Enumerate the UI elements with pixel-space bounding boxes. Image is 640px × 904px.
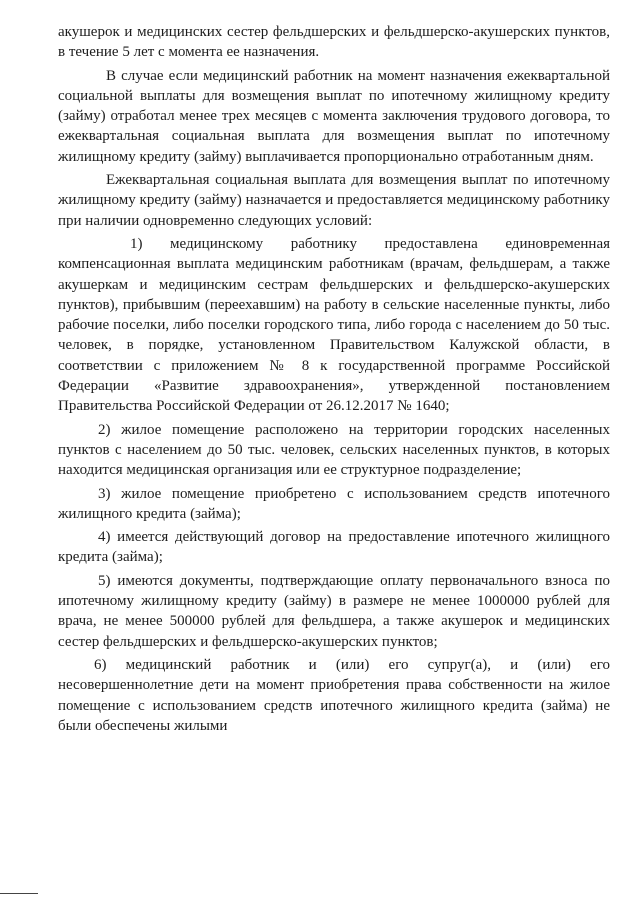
condition-item-5: 5) имеются документы, подтверждающие оплату первоначального взноса по ипотечному жилищному кредиту (займу) в размере не менее 1000000 рублей для врача, не менее 500000 рублей для фельдшера, а также акушерок и медицинских сестер фельдшерских и фельдшерско-акушерских пунктов; <box>58 572 610 650</box>
condition-item-6: 6) медицинский работник и (или) его супруг(а), и (или) его несовершеннолетние дети на момент приобретения права собственности на жилое помещение с использованием средств ипотечного жилищного кредита (займа) не были обеспечены жилыми <box>58 656 610 734</box>
paragraph-continuation: акушерок и медицинских сестер фельдшерских и фельдшерско-акушерских пунктов, в течение 5 лет с момента ее назначения. <box>58 24 610 61</box>
paragraph-conditions-intro: Ежеквартальная социальная выплата для возмещения выплат по ипотечному жилищному кредиту (займу) назначается и предоставляется медицинскому работнику при наличии одновременно следующих условий: <box>58 172 610 229</box>
condition-item-4: 4) имеется действующий договор на предоставление ипотечного жилищного кредита (займа); <box>58 529 610 566</box>
page-edge-mark <box>0 893 38 894</box>
paragraph-proportional-payment: В случае если медицинский работник на момент назначения ежеквартальной социальной выплаты для возмещения выплат по ипотечному жилищному кредиту (займу) отработал менее трех месяцев с момента заключения трудового договора, то ежеквартальная социальная выплата для возмещения выплат по ипотечному жилищному кредиту (займу) выплачивается пропорционально отработанным дням. <box>58 67 610 165</box>
condition-item-1: 1) медицинскому работнику предоставлена единовременная компенсационная выплата медицинским работникам (врачам, фельдшерам, а также акушеркам и медицинским сестрам фельдшерских и фельдшерско-акушерских пунктов), прибывшим (переехавшим) на работу в сельские населенные пункты, либо рабочие поселки, либо поселки городского типа, либо города с населением до 50 тыс. человек, в порядке, установленном Правительством Калужской области, в соответствии с приложением № 8 к государственной программе Российской Федерации «Развитие здравоохранения», утвержденной постановлением Правительства Российской Федерации от 26.12.2017 № 1640; <box>58 235 610 415</box>
condition-item-3: 3) жилое помещение приобретено с использованием средств ипотечного жилищного кредита (займа); <box>58 485 610 522</box>
document-page <box>58 22 610 739</box>
condition-item-2: 2) жилое помещение расположено на территории городских населенных пунктов с населением до 50 тыс. человек, сельских населенных пунктов, в которых находится медицинская организация или ее структурное подразделение; <box>58 421 610 479</box>
